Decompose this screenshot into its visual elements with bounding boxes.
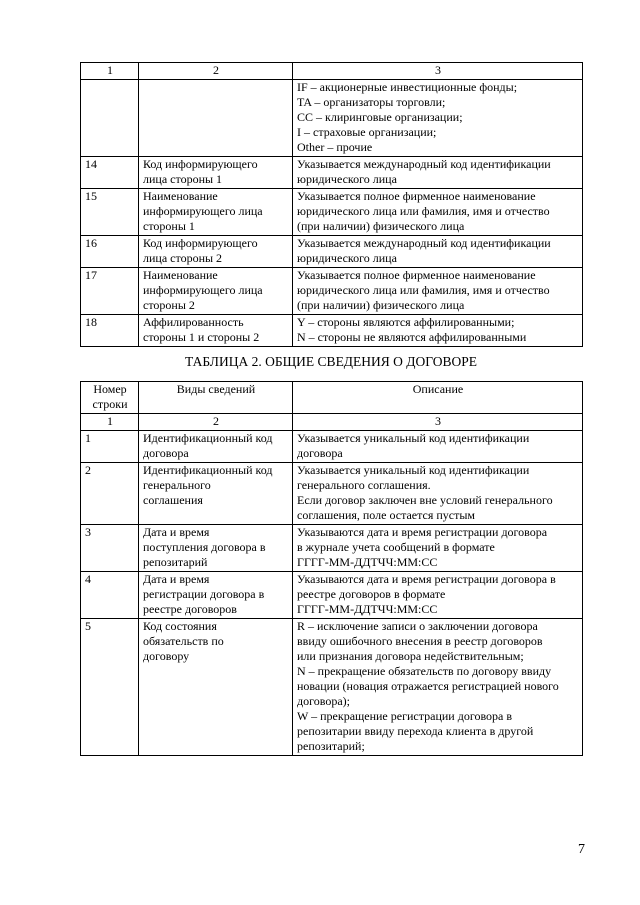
text-line: Указывается международный код идентификации [297, 157, 551, 171]
text-line: ГГГГ-ММ-ДДТЧЧ:ММ:СС [297, 602, 438, 616]
table-row [81, 236, 583, 268]
row-number: 15 [81, 189, 139, 236]
description-cell [293, 463, 583, 525]
text-line: новации (новация отражается регистрацией нового [297, 679, 559, 693]
text-line: договора [143, 446, 189, 460]
info-type-cell [139, 80, 293, 157]
text-line: Дата и время [143, 572, 210, 586]
row-number: 3 [81, 525, 139, 572]
row-number: 14 [81, 157, 139, 189]
text-line: Код состояния [143, 619, 217, 633]
description-cell [293, 315, 583, 347]
text-line: стороны 1 и стороны 2 [143, 330, 260, 344]
text-line: Указывается уникальный код идентификации [297, 463, 530, 477]
table-row [81, 463, 583, 525]
text-line: юридического лица или фамилия, имя и отчество [297, 283, 550, 297]
text-line: репозитарий; [297, 739, 365, 753]
description-cell [293, 619, 583, 756]
description-cell [293, 431, 583, 463]
description-cell [293, 189, 583, 236]
column-index-2: 2 [139, 63, 293, 80]
text-line: ГГГГ-ММ-ДДТЧЧ:ММ:СС [297, 555, 438, 569]
table-row [81, 80, 583, 157]
text-line: соглашения, поле остается пустым [297, 508, 476, 522]
text-line: Other – прочие [297, 140, 373, 154]
row-number: 4 [81, 572, 139, 619]
text-line: Указываются дата и время регистрации договора [297, 525, 548, 539]
table-2-contract-info [80, 381, 583, 756]
text-line: W – прекращение регистрации договора в [297, 709, 513, 723]
text-line: Идентификационный код [143, 431, 273, 445]
text-line: R – исключение записи о заключении договора [297, 619, 538, 633]
column-index-3: 3 [293, 414, 583, 431]
table-2-header-row [81, 382, 583, 414]
text-line: ввиду ошибочного внесения в реестр договоров [297, 634, 543, 648]
text-line: репозитарий [143, 555, 208, 569]
text-line: I – страховые организации; [297, 125, 437, 139]
text-line: договора); [297, 694, 350, 708]
text-line: CC – клиринговые организации; [297, 110, 463, 124]
text-line: Указываются дата и время регистрации договора в [297, 572, 556, 586]
text-line: юридического лица [297, 251, 397, 265]
header-row-number [81, 382, 139, 414]
row-number: 17 [81, 268, 139, 315]
row-number: 1 [81, 431, 139, 463]
info-type-cell [139, 189, 293, 236]
text-line: регистрации договора в [143, 587, 265, 601]
text-line: договора [297, 446, 343, 460]
text-line: (при наличии) физического лица [297, 219, 465, 233]
text-line: Указывается международный код идентификации [297, 236, 551, 250]
table-row [81, 315, 583, 347]
info-type-cell [139, 315, 293, 347]
table-row [81, 525, 583, 572]
text-line: N – стороны не являются аффилированными [297, 330, 527, 344]
text-line: договору [143, 649, 190, 663]
header-row-number-line: строки [92, 397, 128, 411]
row-number: 16 [81, 236, 139, 268]
table-1-continuation [80, 62, 583, 347]
text-line: Y – стороны являются аффилированными; [297, 315, 515, 329]
table-2-title: ТАБЛИЦА 2. ОБЩИЕ СВЕДЕНИЯ О ДОГОВОРЕ [185, 354, 477, 369]
text-line: обязательств по [143, 634, 224, 648]
text-line: в журнале учета сообщений в формате [297, 540, 495, 554]
text-line: стороны 2 [143, 298, 195, 312]
info-type-cell [139, 236, 293, 268]
table-2-index-row [81, 414, 583, 431]
text-line: лица стороны 1 [143, 172, 223, 186]
text-line: Указывается уникальный код идентификации [297, 431, 530, 445]
table-row [81, 431, 583, 463]
text-line: информирующего лица [143, 283, 263, 297]
text-line: генерального соглашения. [297, 478, 431, 492]
text-line: Если договор заключен вне условий генерального [297, 493, 553, 507]
text-line: Наименование [143, 268, 218, 282]
text-line: соглашения [143, 493, 203, 507]
text-line: Код информирующего [143, 157, 258, 171]
row-number: 5 [81, 619, 139, 756]
row-number: 2 [81, 463, 139, 525]
row-number [81, 80, 139, 157]
text-line: информирующего лица [143, 204, 263, 218]
info-type-cell [139, 463, 293, 525]
text-line: Дата и время [143, 525, 210, 539]
header-description: Описание [293, 382, 583, 414]
table-row [81, 189, 583, 236]
text-line: TA – организаторы торговли; [297, 95, 446, 109]
text-line: Указывается полное фирменное наименование [297, 268, 536, 282]
text-line: Указывается полное фирменное наименование [297, 189, 536, 203]
text-line: или признания договора недействительным; [297, 649, 524, 663]
description-cell [293, 525, 583, 572]
header-info-type: Виды сведений [139, 382, 293, 414]
table-row [81, 619, 583, 756]
page-number: 7 [578, 842, 585, 857]
table-row [81, 157, 583, 189]
text-line: поступления договора в [143, 540, 266, 554]
table-1-index-row [81, 63, 583, 80]
table-row [81, 268, 583, 315]
info-type-cell [139, 431, 293, 463]
info-type-cell [139, 268, 293, 315]
description-cell [293, 268, 583, 315]
text-line: Наименование [143, 189, 218, 203]
text-line: IF – акционерные инвестиционные фонды; [297, 80, 518, 94]
info-type-cell [139, 619, 293, 756]
row-number: 18 [81, 315, 139, 347]
text-line: юридического лица или фамилия, имя и отчество [297, 204, 550, 218]
column-index-3: 3 [293, 63, 583, 80]
text-line: лица стороны 2 [143, 251, 223, 265]
text-line: Идентификационный код [143, 463, 273, 477]
info-type-cell [139, 525, 293, 572]
text-line: Код информирующего [143, 236, 258, 250]
text-line: N – прекращение обязательств по договору ввиду [297, 664, 552, 678]
text-line: реестре договоров [143, 602, 237, 616]
column-index-1: 1 [81, 63, 139, 80]
text-line: стороны 1 [143, 219, 195, 233]
column-index-1: 1 [81, 414, 139, 431]
description-cell [293, 157, 583, 189]
text-line: юридического лица [297, 172, 397, 186]
info-type-cell [139, 157, 293, 189]
description-cell [293, 80, 583, 157]
text-line: реестре договоров в формате [297, 587, 446, 601]
text-line: (при наличии) физического лица [297, 298, 465, 312]
table-row [81, 572, 583, 619]
text-line: репозитарии ввиду перехода клиента в другой [297, 724, 534, 738]
info-type-cell [139, 572, 293, 619]
text-line: генерального [143, 478, 211, 492]
column-index-2: 2 [139, 414, 293, 431]
text-line: Аффилированность [143, 315, 244, 329]
description-cell [293, 236, 583, 268]
description-cell [293, 572, 583, 619]
header-row-number-line: Номер [93, 382, 127, 396]
